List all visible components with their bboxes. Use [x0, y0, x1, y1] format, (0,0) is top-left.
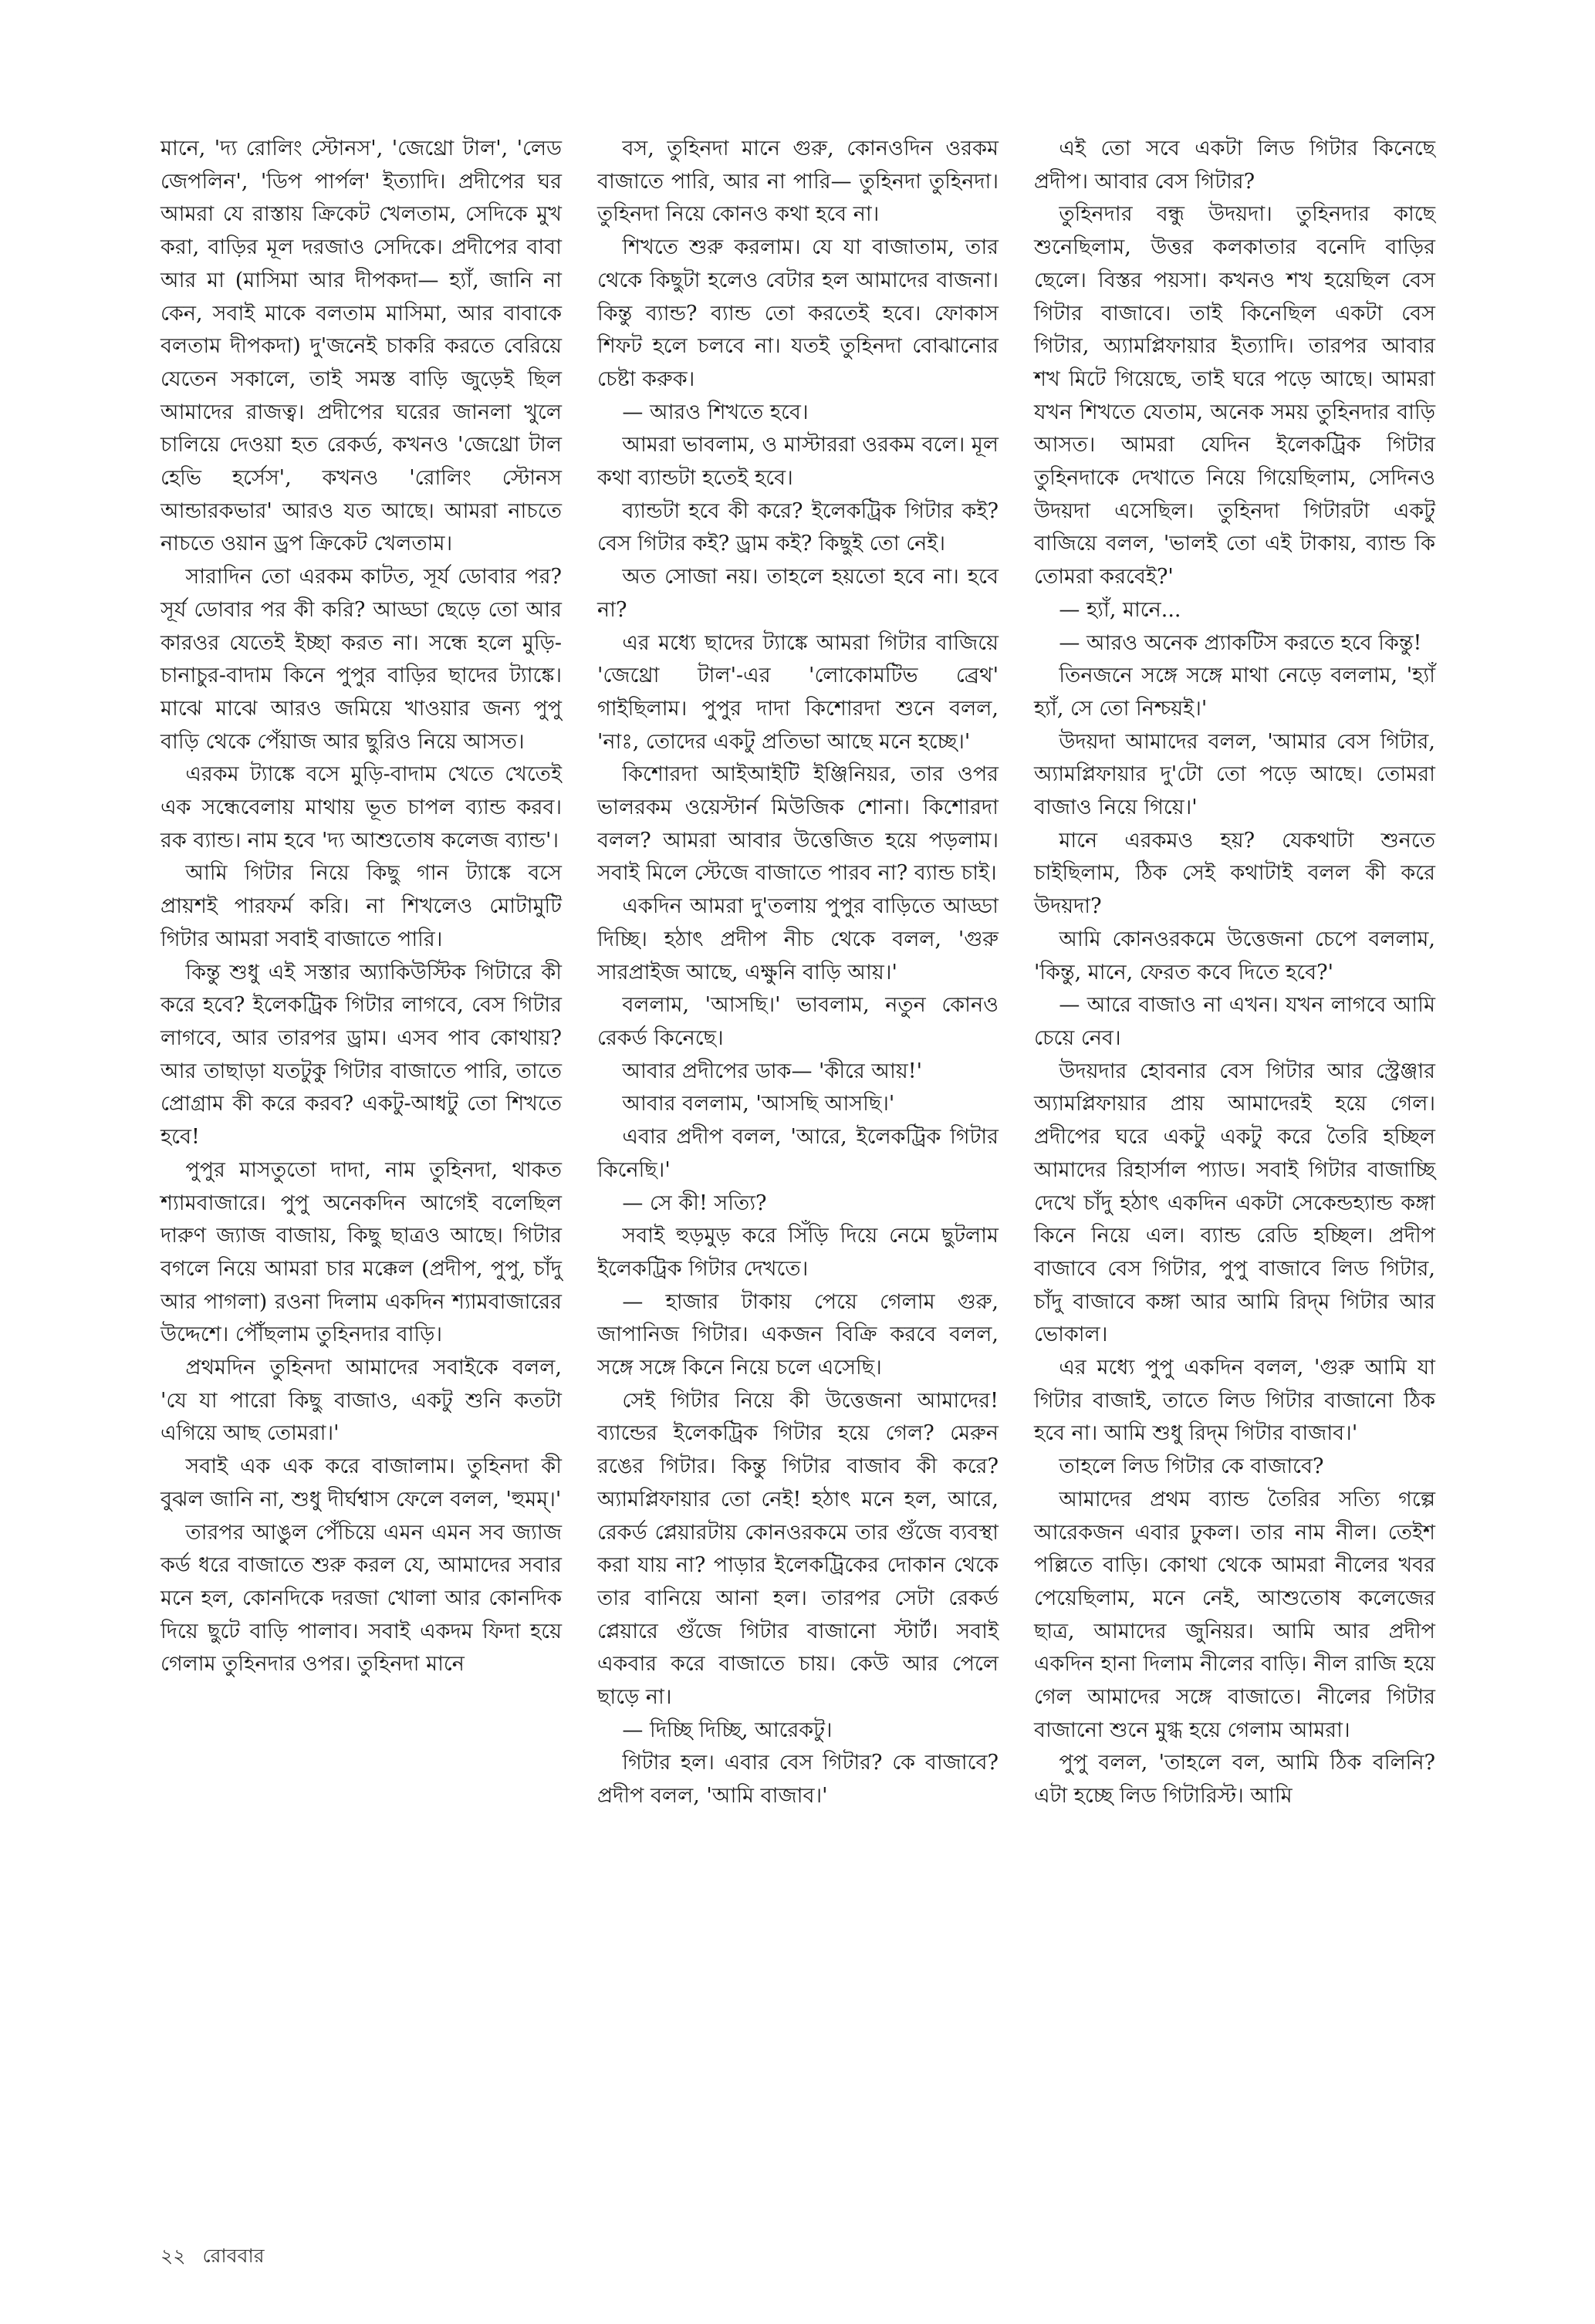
paragraph: এর মধ্যে পুপু একদিন বলল, 'গুরু আমি যা গিটার বাজাই, তাতে লিড গিটার বাজানো ঠিক হবে না। আমি শুধু রিদ্‌ম গিটার বাজাব।' — [1034, 1356, 1435, 1446]
paragraph: তিনজনে সঙ্গে সঙ্গে মাথা নেড়ে বললাম, 'হ্যাঁ হ্যাঁ, সে তো নিশ্চয়ই।' — [1034, 664, 1435, 721]
paragraph: কিন্তু শুধু এই সস্তার অ্যাকিউস্টিক গিটারে কী করে হবে? ইলেকট্রিক গিটার লাগবে, বেস গিটার লাগবে, আর তারপর ড্রাম। এসব পাব কোথায়? আর তাছাড়া যতটুকু গিটার বাজাতে পারি, তাতে প্রোগ্রাম কী করে করব? একটু-আধটু তো শিখতে হবে! — [161, 960, 562, 1150]
paragraph: সবাই এক এক করে বাজালাম। তুহিনদা কী বুঝল জানি না, শুধু দীর্ঘশ্বাস ফেলে বলল, 'হুমম্।' — [161, 1454, 562, 1512]
paragraph: এর মধ্যে ছাদের ট্যাঙ্কে আমরা গিটার বাজিয়ে 'জেথ্রো টাল'-এর 'লোকোমটিভ ব্রেথ' গাইছিলাম। পুপুর দাদা কিশোরদা শুনে বলল, 'নাঃ, তোদের একটু প্রতিভা আছে মনে হচ্ছে।' — [597, 630, 999, 754]
paragraph: আমি গিটার নিয়ে কিছু গান ট্যাঙ্কে বসে প্রায়শই পারফর্ম করি। না শিখলেও মোটামুটি গিটার আমরা সবাই বাজাতে পারি। — [161, 861, 562, 951]
paragraph: — সে কী! সত্যি? — [622, 1191, 767, 1215]
paragraph: এরকম ট্যাঙ্কে বসে মুড়ি-বাদাম খেতে খেতেই এক সন্ধেবেলায় মাথায় ভূত চাপল ব্যান্ড করব। রক ব্যান্ড। নাম হবে 'দ্য আশুতোষ কলেজ ব্যান্ড'। — [161, 762, 562, 853]
page-number: ২২ — [161, 2245, 186, 2267]
paragraph: আমরা ভাবলাম, ও মাস্টাররা ওরকম বলে। মূল কথা ব্যান্ডটা হতেই হবে। — [597, 433, 999, 491]
paragraph: ব্যান্ডটা হবে কী করে? ইলেকট্রিক গিটার কই? বেস গিটার কই? ড্রাম কই? কিছুই তো নেই। — [597, 498, 999, 556]
text-column-3 — [1034, 133, 1435, 1813]
paragraph: বললাম, 'আসছি।' ভাবলাম, নতুন কোনও রেকর্ড কিনেছে। — [597, 993, 999, 1050]
paragraph: আবার প্রদীপের ডাক— 'কীরে আয়!' — [622, 1059, 923, 1083]
paragraph: — হাজার টাকায় পেয়ে গেলাম গুরু, জাপানিজ গিটার। একজন বিক্রি করবে বলল, সঙ্গে সঙ্গে কিনে নিয়ে চলে এসেছি। — [597, 1289, 999, 1380]
paragraph: — দিচ্ছি দিচ্ছি, আরেকটু। — [622, 1718, 833, 1742]
text-column-1 — [161, 133, 562, 1681]
paragraph: সবাই হুড়মুড় করে সিঁড়ি দিয়ে নেমে ছুটলাম ইলেকট্রিক গিটার দেখতে। — [597, 1224, 999, 1281]
paragraph: গিটার হল। এবার বেস গিটার? কে বাজাবে? প্রদীপ বলল, 'আমি বাজাব।' — [597, 1751, 999, 1809]
paragraph: মানে, 'দ্য রোলিং স্টোনস', 'জেথ্রো টাল', 'লেড জেপলিন', 'ডিপ পার্পল' ইত্যাদি। প্রদীপের ঘর আমরা যে রাস্তায় ক্রিকেট খেলতাম, সেদিকে মুখ করা, বাড়ির মূল দরজাও সেদিকে। প্রদীপের বাবা আর মা (মাসিমা আর দীপকদা— হ্যাঁ, জানি না কেন, সবাই মাকে বলতাম মাসিমা, আর বাবাকে বলতাম দীপকদা) দু'জনেই চাকরি করতে বেরিয়ে যেতেন সকালে, তাই সমস্ত বাড়ি জুড়েই ছিল আমাদের রাজত্ব। প্রদীপের ঘরের জানলা খুলে চালিয়ে দেওয়া হত রেকর্ড, কখনও 'জেথ্রো টাল হেভি হর্সেস', কখনও 'রোলিং স্টোনস আন্ডারকভার' আরও যত আছে। আমরা নাচতে নাচতে ওয়ান ড্রপ ক্রিকেট খেলতাম। — [161, 137, 562, 556]
paragraph: আমি কোনওরকমে উত্তেজনা চেপে বললাম, 'কিন্তু, মানে, ফেরত কবে দিতে হবে?' — [1034, 927, 1435, 985]
paragraph: অত সোজা নয়। তাহলে হয়তো হবে না। হবে না? — [597, 565, 999, 622]
paragraph: আমাদের প্রথম ব্যান্ড তৈরির সত্যি গল্পে আরেকজন এবার ঢুকল। তার নাম নীল। তেইশ পল্লিতে বাড়ি। কোথা থেকে আমরা নীলের খবর পেয়েছিলাম, মনে নেই, আশুতোষ কলেজের ছাত্র, আমাদের জুনিয়র। আমি আর প্রদীপ একদিন হানা দিলাম নীলের বাড়ি। নীল রাজি হয়ে গেল আমাদের সঙ্গে বাজাতে। নীলের গিটার বাজানো শুনে মুগ্ধ হয়ে গেলাম আমরা। — [1034, 1487, 1435, 1742]
paragraph: তাহলে লিড গিটার কে বাজাবে? — [1059, 1454, 1324, 1479]
paragraph: প্রথমদিন তুহিনদা আমাদের সবাইকে বলল, 'যে যা পারো কিছু বাজাও, একটু শুনি কতটা এগিয়ে আছ তোমরা।' — [161, 1356, 562, 1446]
paragraph: সারাদিন তো এরকম কাটত, সূর্য ডোবার পর? সূর্য ডোবার পর কী করি? আড্ডা ছেড়ে তো আর কারওর যেতেই ইচ্ছা করত না। সন্ধে হলে মুড়ি-চানাচুর-বাদাম কিনে পুপুর বাড়ির ছাদের ট্যাঙ্কে। মাঝে মাঝে আরও জমিয়ে খাওয়ার জন্য পুপু বাড়ি থেকে পেঁয়াজ আর ছুরিও নিয়ে আসত। — [161, 565, 562, 754]
page-footer — [161, 2241, 264, 2274]
paragraph: পুপুর মাসতুতো দাদা, নাম তুহিনদা, থাকত শ্যামবাজারে। পুপু অনেকদিন আগেই বলেছিল দারুণ জ্যাজ বাজায়, কিছু ছাত্রও আছে। গিটার বগলে নিয়ে আমরা চার মক্কেল (প্রদীপ, পুপু, চাঁদু আর পাগলা) রওনা দিলাম একদিন শ্যামবাজারের উদ্দেশে। পৌঁছলাম তুহিনদার বাড়ি। — [161, 1157, 562, 1347]
paragraph: উদয়দা আমাদের বলল, 'আমার বেস গিটার, অ্যামপ্লিফায়ার দু'টো তো পড়ে আছে। তোমরা বাজাও নিয়ে গিয়ে।' — [1034, 729, 1435, 820]
paragraph: মানে এরকমও হয়? যেকথাটা শুনতে চাইছিলাম, ঠিক সেই কথাটাই বলল কী করে উদয়দা? — [1034, 828, 1435, 919]
paragraph: পুপু বলল, 'তাহলে বল, আমি ঠিক বলিনি? এটা হচ্ছে লিড গিটারিস্ট। আমি — [1034, 1751, 1435, 1809]
paragraph: — হ্যাঁ, মানে... — [1059, 597, 1181, 622]
text-column-2 — [597, 133, 999, 1813]
paragraph: তুহিনদার বন্ধু উদয়দা। তুহিনদার কাছে শুনেছিলাম, উত্তর কলকাতার বনেদি বাড়ির ছেলে। বিস্তর পয়সা। কখনও শখ হয়েছিল বেস গিটার বাজাবে। তাই কিনেছিল একটা বেস গিটার, অ্যামপ্লিফায়ার ইত্যাদি। তারপর আবার শখ মিটে গিয়েছে, তাই ঘরে পড়ে আছে। আমরা যখন শিখতে যেতাম, অনেক সময় তুহিনদার বাড়ি আসত। আমরা যেদিন ইলেকট্রিক গিটার তুহিনদাকে দেখাতে নিয়ে গিয়েছিলাম, সেদিনও উদয়দা এসেছিল। তুহিনদা গিটারটা একটু বাজিয়ে বলল, 'ভালই তো এই টাকায়, ব্যান্ড কি তোমরা করবেই?' — [1034, 202, 1435, 589]
paragraph: — আরে বাজাও না এখন। যখন লাগবে আমি চেয়ে নেব। — [1034, 993, 1435, 1050]
paragraph: উদয়দার হোবনার বেস গিটার আর স্ট্রেঞ্জার অ্যামপ্লিফায়ার প্রায় আমাদেরই হয়ে গেল। প্রদীপের ঘরে একটু একটু করে তৈরি হচ্ছিল আমাদের রিহার্সাল প্যাড। সবাই গিটার বাজাচ্ছি দেখে চাঁদু হঠাৎ একদিন একটা সেকেন্ডহ্যান্ড কঙ্গা কিনে নিয়ে এল। ব্যান্ড রেডি হচ্ছিল। প্রদীপ বাজাবে বেস গিটার, পুপু বাজাবে লিড গিটার, চাঁদু বাজাবে কঙ্গা আর আমি রিদ্‌ম গিটার আর ভোকাল। — [1034, 1059, 1435, 1347]
paragraph: এবার প্রদীপ বলল, 'আরে, ইলেকট্রিক গিটার কিনেছি।' — [597, 1125, 999, 1182]
paragraph: — আরও অনেক প্র্যাকটিস করতে হবে কিন্তু! — [1059, 630, 1422, 655]
paragraph: এই তো সবে একটা লিড গিটার কিনেছে প্রদীপ। আবার বেস গিটার? — [1034, 137, 1435, 194]
paragraph: একদিন আমরা দু'তলায় পুপুর বাড়িতে আড্ডা দিচ্ছি। হঠাৎ প্রদীপ নীচ থেকে বলল, 'গুরু সারপ্রাইজ আছে, এক্ষুনি বাড়ি আয়।' — [597, 894, 999, 985]
paragraph: — আরও শিখতে হবে। — [622, 400, 809, 424]
paragraph: কিশোরদা আইআইটি ইঞ্জিনিয়র, তার ওপর ভালরকম ওয়েস্টার্ন মিউজিক শোনা। কিশোরদা বলল? আমরা আবার উত্তেজিত হয়ে পড়লাম। সবাই মিলে স্টেজে বাজাতে পারব না? ব্যান্ড চাই। — [597, 762, 999, 886]
paragraph: আবার বললাম, 'আসছি আসছি।' — [622, 1092, 895, 1116]
paragraph: শিখতে শুরু করলাম। যে যা বাজাতাম, তার থেকে কিছুটা হলেও বেটার হল আমাদের বাজনা। কিন্তু ব্যান্ড? ব্যান্ড তো করতেই হবে। ফোকাস শিফট হলে চলবে না। যতই তুহিনদা বোঝানোর চেষ্টা করুক। — [597, 235, 999, 391]
paragraph: সেই গিটার নিয়ে কী উত্তেজনা আমাদের! ব্যান্ডের ইলেকট্রিক গিটার হয়ে গেল? মেরুন রঙের গিটার। কিন্তু গিটার বাজাব কী করে? অ্যামপ্লিফায়ার তো নেই! হঠাৎ মনে হল, আরে, রেকর্ড প্লেয়ারটায় কোনওরকমে তার গুঁজে ব্যবস্থা করা যায় না? পাড়ার ইলেকট্রিকের দোকান থেকে তার বানিয়ে আনা হল। তারপর সেটা রেকর্ড প্লেয়ারে গুঁজে গিটার বাজানো স্টার্ট। সবাই একবার করে বাজাতে চায়। কেউ আর পেলে ছাড়ে না। — [597, 1388, 999, 1710]
paragraph: বস, তুহিনদা মানে গুরু, কোনওদিন ওরকম বাজাতে পারি, আর না পারি— তুহিনদা তুহিনদা। তুহিনদা নিয়ে কোনও কথা হবে না। — [597, 137, 999, 227]
paragraph: তারপর আঙুল পেঁচিয়ে এমন এমন সব জ্যাজ কর্ড ধরে বাজাতে শুরু করল যে, আমাদের সবার মনে হল, কোনদিকে দরজা খোলা আর কোনদিক দিয়ে ছুটে বাড়ি পালাব। সবাই একদম ফিদা হয়ে গেলাম তুহিনদার ওপর। তুহিনদা মানে — [161, 1520, 562, 1677]
magazine-name: রোববার — [202, 2245, 265, 2267]
